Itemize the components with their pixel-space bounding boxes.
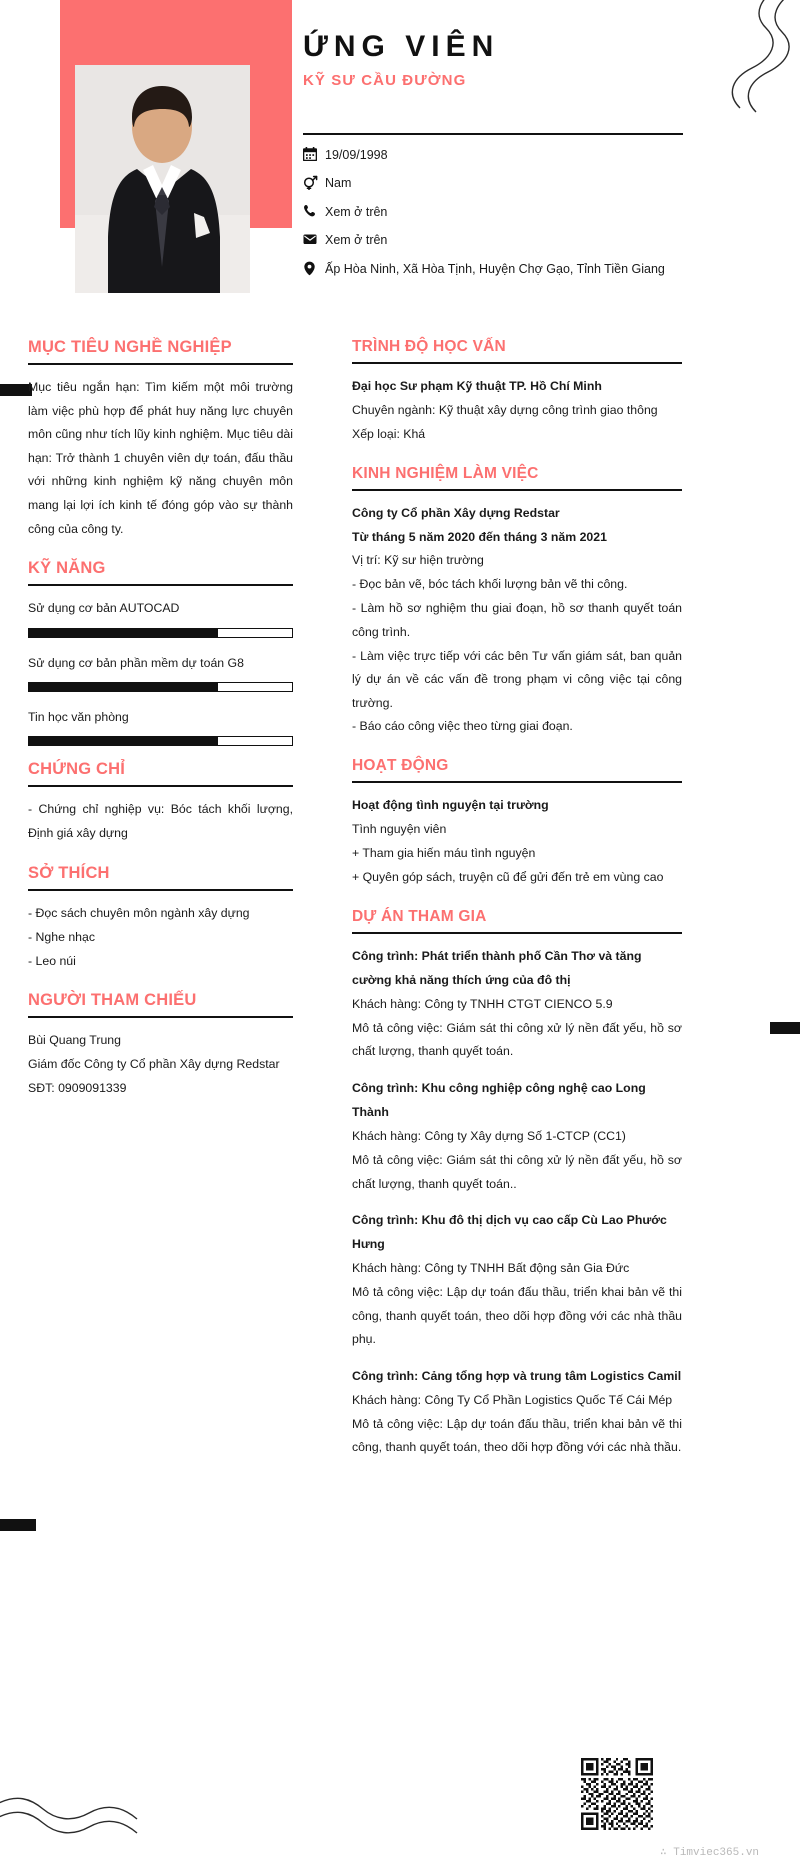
experience-title: KINH NGHIỆM LÀM VIỆC [352,464,539,482]
project-item [352,1077,682,1196]
contact-row-gender [303,174,683,193]
contact-divider [303,133,683,135]
project-name: Công trình: Cảng tổng hợp và trung tâm Logistics Camil [352,1368,682,1383]
address-value: Ấp Hòa Ninh, Xã Hòa Tịnh, Huyện Chợ Gạo, Tỉnh Tiền Giang [325,261,665,276]
skill-progress-bar [28,736,293,746]
calendar-icon [303,146,325,161]
education-major: Chuyên ngành: Kỹ thuật xây dựng công trình giao thông [352,402,658,417]
skill-label: Sử dụng cơ bản phần mềm dự toán G8 [28,655,244,670]
email-value: Xem ở trên [325,233,388,248]
left-column [28,338,293,1105]
skills-title: KỸ NĂNG [28,559,106,578]
skill-progress-fill [29,737,218,745]
objective-divider [28,363,293,365]
certificates-divider [28,785,293,787]
hobbies-title: SỞ THÍCH [28,863,110,882]
envelope-icon [303,231,325,246]
experience-duty: - Đọc bản vẽ, bóc tách khối lượng bản vẽ thi công. [352,577,628,592]
activity-line: + Tham gia hiến máu tình nguyện [352,846,536,861]
reference-name: Bùi Quang Trung [28,1033,121,1048]
section-objective [28,338,293,541]
contact-row-email [303,231,683,250]
skill-item [28,597,293,637]
project-name: Công trình: Khu đô thị dịch vụ cao cấp Cù Lao Phước Hưng [352,1213,667,1252]
profile-photo [75,65,250,293]
project-name: Công trình: Phát triển thành phố Cần Thơ và tăng cường khả năng thích ứng của đô thị [352,948,642,987]
gender-value: Nam [325,176,352,191]
contact-row-birthday [303,146,683,165]
objective-text: Mục tiêu ngắn hạn: Tìm kiếm một môi trường làm việc phù hợp để phát huy năng lực chuyên môn cũng như tích lũy kinh nghiệm. Mục tiêu dài hạn: Trở thành 1 chuyên viên dự toán, đấu thầu với những kinh nghiệm kỹ năng chuyên môn mang lại lợi ích kinh tế đóng góp vào sự thành công của công ty. [28,380,293,536]
activity-line: Tình nguyện viên [352,822,447,837]
education-divider [352,362,682,364]
skill-item [28,706,293,746]
project-description: Mô tả công việc: Giám sát thi công xử lý nền đất yếu, hồ sơ chất lượng, thanh quyết toán.. [352,1152,682,1191]
contact-row-phone [303,203,683,222]
decorative-tab-left-bottom [0,1519,36,1531]
candidate-name: ỨNG VIÊN [303,30,500,63]
projects-title: DỰ ÁN THAM GIA [352,907,487,925]
section-certificates [28,760,293,845]
experience-duty: - Báo cáo công việc theo từng giai đoạn. [352,719,573,734]
skill-progress-bar [28,628,293,638]
project-client: Khách hàng: Công ty TNHH CTGT CIENCO 5.9 [352,996,613,1011]
candidate-role: KỸ SƯ CẦU ĐƯỜNG [303,72,467,89]
project-name: Công trình: Khu công nghiệp công nghệ cao Long Thành [352,1081,646,1120]
project-client: Khách hàng: Công ty TNHH Bất động sản Gia Đức [352,1261,630,1276]
squiggle-decoration-bottom [0,1779,150,1859]
section-education [352,338,682,447]
skill-label: Sử dụng cơ bản AUTOCAD [28,601,180,616]
section-experience [352,465,682,740]
section-skills [28,559,293,746]
experience-divider [352,489,682,491]
experience-period: Từ tháng 5 năm 2020 đến tháng 3 năm 2021 [352,529,607,544]
location-pin-icon [303,260,325,276]
certificates-text: - Chứng chỉ nghiệp vụ: Bóc tách khối lượng, Định giá xây dựng [28,802,293,840]
activity-line: + Quyên góp sách, truyện cũ để gửi đến trẻ em vùng cao [352,870,664,885]
hobby-item: - Leo núi [28,953,76,968]
experience-duty: - Làm hồ sơ nghiệm thu giai đoạn, hồ sơ thanh quyết toán công trình. [352,601,682,640]
skills-divider [28,584,293,586]
education-title: TRÌNH ĐỘ HỌC VẤN [352,338,506,355]
activities-title: HOẠT ĐỘNG [352,757,449,775]
education-school: Đại học Sư phạm Kỹ thuật TP. Hồ Chí Minh [352,379,602,393]
phone-icon [303,203,325,218]
skill-label: Tin học văn phòng [28,709,129,724]
skill-progress-fill [29,683,218,691]
projects-divider [352,932,682,934]
project-description: Mô tả công việc: Lập dự toán đấu thầu, triển khai bản vẽ thi công, thanh quyết toán, theo dõi hợp đồng với các nhà thầu. [352,1416,682,1455]
gender-icon [303,174,325,190]
section-activities [352,757,682,890]
reference-position: Giám đốc Công ty Cổ phần Xây dựng Redstar [28,1057,280,1072]
qr-code [581,1758,653,1830]
reference-divider [28,1016,293,1018]
hobby-item: - Nghe nhạc [28,929,95,944]
project-client: Khách hàng: Công Ty Cổ Phần Logistics Quốc Tế Cái Mép [352,1392,673,1407]
hobbies-divider [28,889,293,891]
project-description: Mô tả công việc: Lập dự toán đấu thầu, triển khai bản vẽ thi công, thanh quyết toán, theo dõi hợp đồng với các nhà thầu phụ. [352,1285,682,1347]
project-client: Khách hàng: Công ty Xây dựng Số 1-CTCP (CC1) [352,1129,626,1144]
section-hobbies [28,864,293,974]
project-item [352,945,682,1064]
section-reference [28,991,293,1101]
phone-value: Xem ở trên [325,204,388,219]
experience-position: Vị trí: Kỹ sư hiện trường [352,553,484,568]
objective-title: MỤC TIÊU NGHỀ NGHIỆP [28,338,232,356]
skill-item [28,652,293,692]
project-item [352,1209,682,1352]
activities-divider [352,781,682,783]
certificates-title: CHỨNG CHỈ [28,760,126,779]
project-description: Mô tả công việc: Giám sát thi công xử lý nền đất yếu, hồ sơ chất lượng, thanh quyết toán. [352,1020,682,1059]
contact-row-address [303,260,683,279]
contact-block [303,133,683,288]
skill-progress-bar [28,682,293,692]
reference-title: NGƯỜI THAM CHIẾU [28,991,197,1010]
section-projects [352,908,682,1460]
birthday-value: 19/09/1998 [325,148,388,162]
skill-progress-fill [29,629,218,637]
site-watermark: ∴ Timviec365.vn [660,1847,760,1859]
project-item [352,1365,682,1460]
right-column [352,338,682,1473]
experience-duty: - Làm việc trực tiếp với các bên Tư vấn giám sát, ban quản lý dự án về các vấn đề trong phạm vi công việc tại công trường. [352,648,682,710]
squiggle-decoration-top [670,0,800,114]
experience-company: Công ty Cổ phần Xây dựng Redstar [352,505,560,520]
education-grade: Xếp loại: Khá [352,426,426,441]
hobby-item: - Đọc sách chuyên môn ngành xây dựng [28,905,250,920]
header-text [303,30,683,89]
decorative-tab-right [770,1022,800,1034]
activities-heading: Hoạt động tình nguyện tại trường [352,798,549,813]
reference-phone: SĐT: 0909091339 [28,1081,127,1096]
